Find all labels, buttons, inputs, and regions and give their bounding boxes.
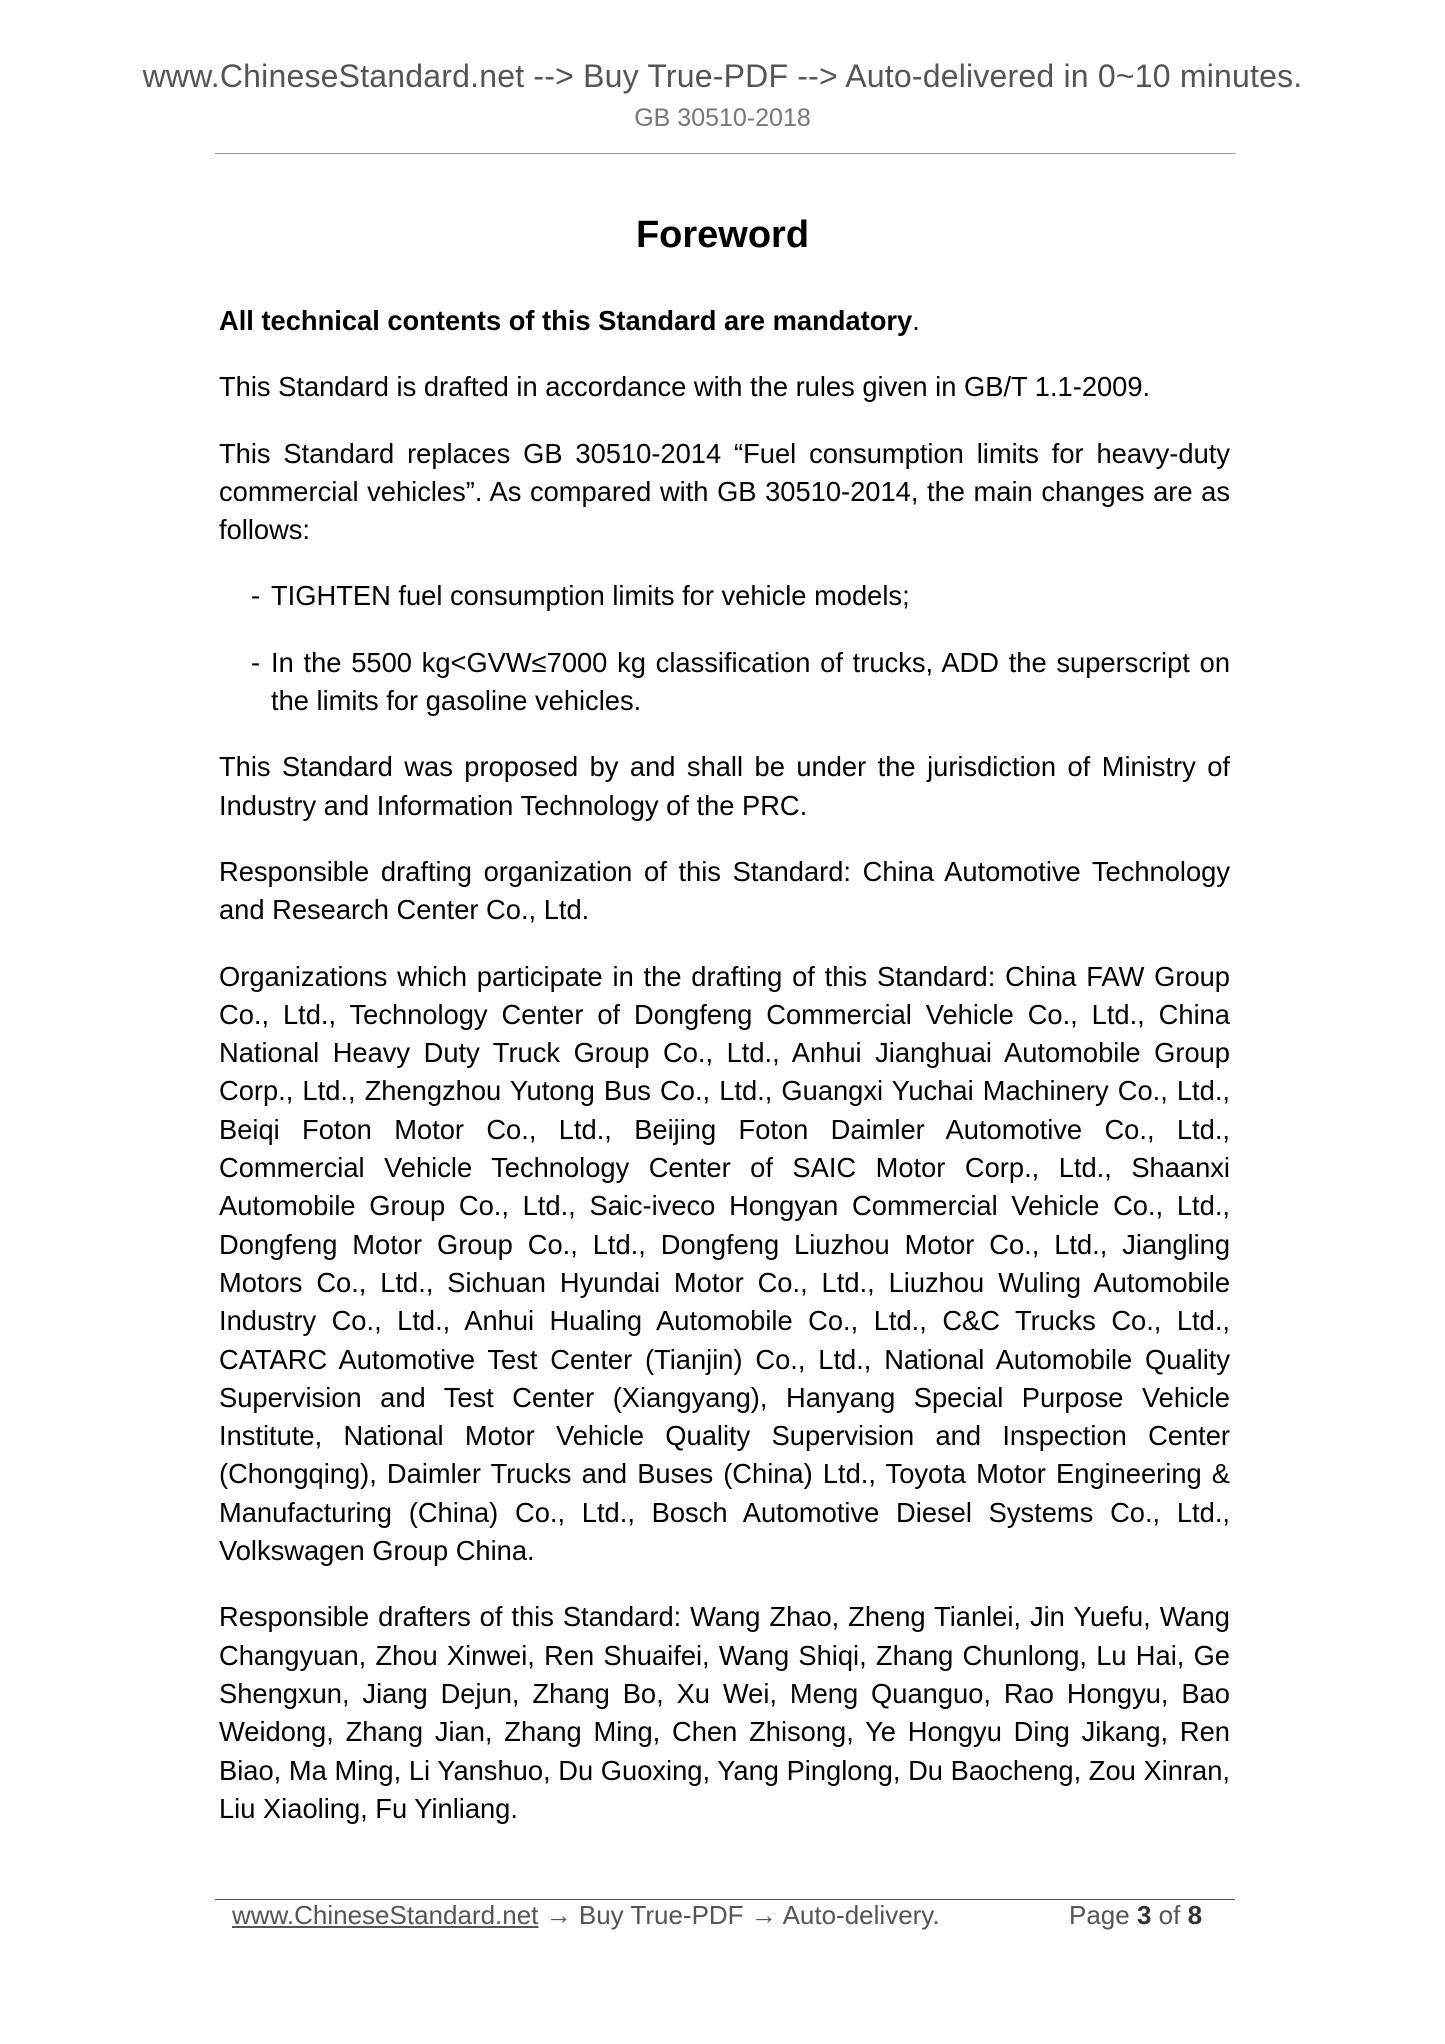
- change-item: [251, 577, 1230, 615]
- change-dash: -: [251, 646, 261, 678]
- footer-promo: [232, 1900, 940, 1931]
- footer-promo-text: → Buy True-PDF → Auto-delivery.: [538, 1900, 940, 1930]
- mandatory-period: .: [912, 305, 920, 336]
- change-text: In the 5500 kg<GVW≤7000 kg classification of trucks, ADD the superscript on the limits for gasoline vehicles.: [271, 646, 1230, 717]
- of-word: of: [1158, 1900, 1181, 1930]
- total-pages: 8: [1187, 1900, 1203, 1930]
- participants-paragraph: Organizations which participate in the drafting of this Standard: China FAW Group Co., Ltd., Technology Center of Dongfeng Commercial Vehicle Co., Ltd., China National Heavy Duty Truck Group Co., Ltd., Anhui Jianghuai Automobile Group Corp., Ltd., Zhengzhou Yutong Bus Co., Ltd., Guangxi Yuchai Machinery Co., Ltd., Beiqi Foton Motor Co., Ltd., Beijing Foton Daimler Automotive Co., Ltd., Commercial Vehicle Technology Center of SAIC Motor Corp., Ltd., Shaanxi Automobile Group Co., Ltd., Saic-iveco Hongyan Commercial Vehicle Co., Ltd., Dongfeng Motor Group Co., Ltd., Dongfeng Liuzhou Motor Co., Ltd., Jiangling Motors Co., Ltd., Sichuan Hyundai Motor Co., Ltd., Liuzhou Wuling Automobile Industry Co., Ltd., Anhui Hualing Automobile Co., Ltd., C&C Trucks Co., Ltd., CATARC Automotive Test Center (Tianjin) Co., Ltd., National Automobile Quality Supervision and Test Center (Xiangyang), Hanyang Special Purpose Vehicle Institute, National Motor Vehicle Quality Supervision and Inspection Center (Chongqing), Daimler Trucks and Buses (China) Ltd., Toyota Motor Engineering & Manufacturing (China) Co., Ltd., Bosch Automotive Diesel Systems Co., Ltd., Volkswagen Group China.: [219, 960, 1230, 1567]
- change-item: [251, 644, 1230, 721]
- page-word: Page: [1069, 1900, 1130, 1930]
- drafted-paragraph: This Standard is drafted in accordance with the rules given in GB/T 1.1-2009.: [219, 371, 1151, 403]
- drafters-paragraph: Responsible drafters of this Standard: Wang Zhao, Zheng Tianlei, Jin Yuefu, Wang Changyuan, Zhou Xinwei, Ren Shuaifei, Wang Shiqi, Zhang Chunlong, Lu Hai, Ge Shengxun, Jiang Dejun, Zhang Bo, Xu Wei, Meng Quanguo, Rao Hongyu, Bao Weidong, Zhang Jian, Zhang Ming, Chen Zhisong, Ye Hongyu Ding Jikang, Ren Biao, Ma Ming, Li Yanshuo, Du Guoxing, Yang Pinglong, Du Baocheng, Zou Xinran, Liu Xiaoling, Fu Yinliang.: [219, 1601, 1230, 1824]
- foreword-body: [219, 302, 1230, 1856]
- current-page: 3: [1136, 1900, 1152, 1930]
- change-text: TIGHTEN fuel consumption limits for vehicle models;: [271, 580, 910, 612]
- replaces-paragraph: This Standard replaces GB 30510-2014 “Fuel consumption limits for heavy-duty commercial vehicles”. As compared with GB 30510-2014, the main changes are as follows:: [219, 437, 1230, 546]
- change-dash: -: [251, 580, 261, 612]
- standard-code: GB 30510-2018: [634, 104, 811, 132]
- header-banner: www.ChineseStandard.net --> Buy True-PDF --> Auto-delivered in 0~10 minutes.: [142, 58, 1303, 94]
- mandatory-bold-text: All technical contents of this Standard are mandatory: [219, 305, 913, 336]
- responsible-org-paragraph: Responsible drafting organization of this Standard: China Automotive Technology and Research Center Co., Ltd.: [219, 855, 1230, 926]
- proposed-paragraph: This Standard was proposed by and shall be under the jurisdiction of Ministry of Industry and Information Technology of the PRC.: [219, 751, 1230, 821]
- page-number: [1069, 1900, 1202, 1931]
- header-divider: [215, 153, 1235, 154]
- footer-site-link[interactable]: www.ChineseStandard.net: [232, 1900, 539, 1930]
- mandatory-statement: [219, 302, 1230, 340]
- page-title: Foreword: [635, 214, 810, 256]
